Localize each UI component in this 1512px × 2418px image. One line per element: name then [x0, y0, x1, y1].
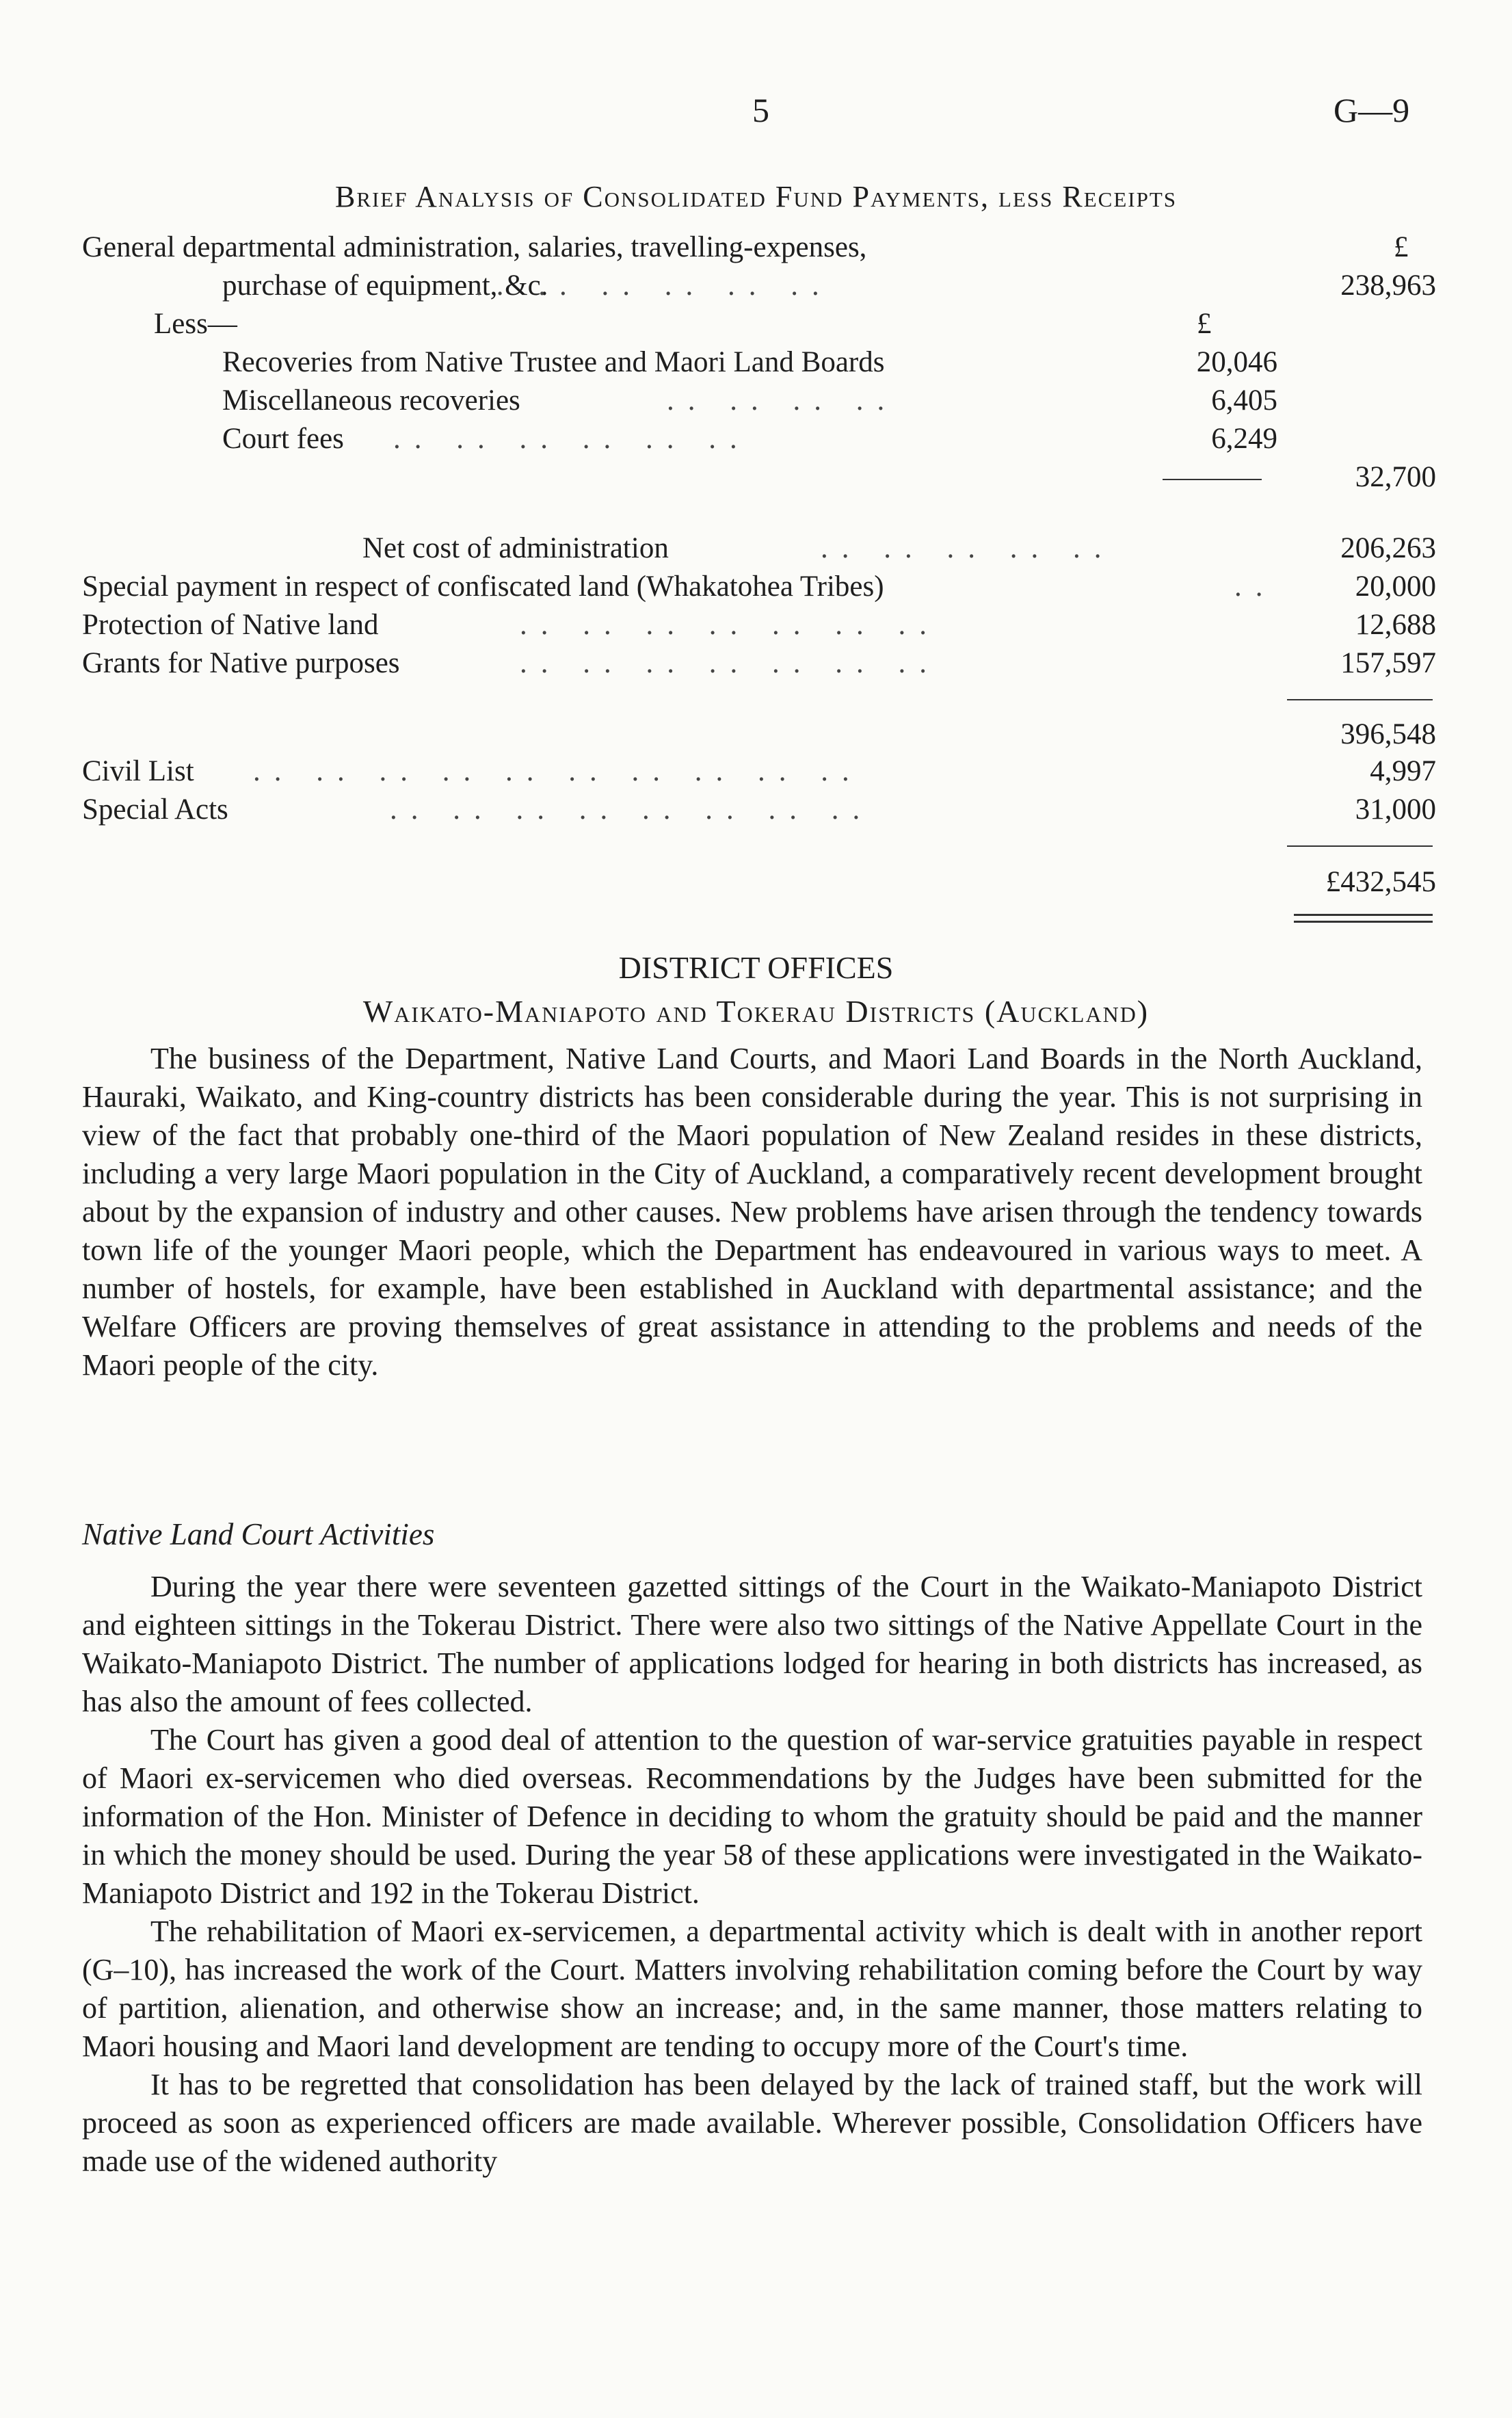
dot-leader: .. .. .. .. .. .. ..: [520, 609, 940, 641]
paragraph-text: It has to be regretted that consolidation has been delayed by the lack of trained staff, but the work will proceed as soon as experienced officers are made available. Wherever possible, Consolidation Officers have made use of the widened authority: [82, 2068, 1422, 2178]
district-paragraph: [82, 1040, 1422, 1384]
dot-leader: ..: [1234, 570, 1277, 603]
expense-amount: 157,597: [1340, 647, 1436, 679]
recoveries-total-line: [82, 458, 1436, 497]
special-acts-amount: 31,000: [1355, 793, 1436, 826]
currency-symbol-right: £: [1394, 231, 1409, 263]
net-cost-line: [82, 529, 1436, 568]
civil-list-amount: 4,997: [1370, 755, 1436, 787]
expense-label: Protection of Native land: [82, 609, 379, 641]
page-number: 5: [752, 91, 769, 129]
recovery-row: [82, 343, 1436, 382]
paragraph-text: The business of the Department, Native Land Courts, and Maori Land Boards in the North Auckland, Hauraki, Waikato, and King-country districts has been considerable during the year. This is not surprising in view of the fact that probably one-third of the Maori population of New Zealand resides in these districts, including a very large Maori population in the City of Auckland, a comparatively recent development brought about by the expansion of industry and other causes. New problems have arisen through the tendency towards town life of the younger Maori people, which the Department has endeavoured in various ways to meet. A number of hostels, for example, have been established in Auckland with departmental assistance; and the Welfare Officers are proving themselves of great assistance in attending to the problems and needs of the Maori people of the city.: [82, 1042, 1422, 1382]
special-acts-line: [82, 791, 1436, 829]
expense-amount: 12,688: [1355, 609, 1436, 641]
recovery-row: [82, 382, 1436, 420]
subtotal-rule: [1287, 699, 1433, 700]
subtotal-line: [82, 715, 1436, 754]
recovery-label: Court fees: [222, 423, 344, 455]
net-cost-label: Net cost of administration: [362, 532, 669, 564]
grand-total-line: [82, 863, 1436, 902]
paragraph-text: The rehabilitation of Maori ex-servicemen, a departmental activity which is dealt with in another report (G–10), has increased the work of the Court. Matters involving rehabilitation coming before the Court by way of partition, alienation, and otherwise show an increase; and, in the same manner, those matters relating to Maori housing and Maori land development are tending to occupy more of the Court's time.: [82, 1915, 1422, 2063]
court-activities-heading: Native Land Court Activities: [82, 1517, 435, 1551]
paragraph-text: The Court has given a good deal of attention to the question of war-service gratuities payable in respect of Maori ex-servicemen who died overseas. Recommendations by the Judges have been submitted for the information of the Hon. Minister of Defence in deciding to whom the gratuity should be paid and the manner in which the money should be used. During the year 58 of these applications were investigated in the Waikato-Maniapoto District and 192 in the Tokerau District.: [82, 1723, 1422, 1910]
expense-row: [82, 644, 1436, 683]
court-paragraphs: [82, 1568, 1422, 2181]
expense-label: Grants for Native purposes: [82, 647, 400, 679]
district-offices-heading: DISTRICT OFFICES: [618, 950, 894, 985]
dot-leader: .. .. .. .. .. ..: [475, 270, 833, 302]
recovery-amount: 20,046: [1196, 346, 1277, 378]
general-admin-line2: [82, 267, 1436, 305]
currency-symbol-middle: £: [1197, 308, 1212, 340]
grand-total-amount: £432,545: [1325, 866, 1436, 898]
district-subheading: Waikato-Maniapoto and Tokerau Districts (Auckland): [362, 994, 1150, 1029]
double-rule-bottom: [1294, 921, 1433, 923]
expense-amount: 20,000: [1355, 570, 1436, 603]
paragraph-text: During the year there were seventeen gazetted sittings of the Court in the Waikato-Maniapoto District and eighteen sittings in the Tokerau District. There were also two sittings of the Native Appellate Court in the Waikato-Maniapoto District. The number of applications lodged for hearing in both districts has increased, as has also the amount of fees collected.: [82, 1570, 1422, 1718]
dot-leader: .. .. .. .. .. .. .. .. .. ..: [253, 755, 863, 787]
dot-leader: .. .. .. .. .. .. ..: [520, 647, 940, 679]
recovery-amount: 6,405: [1211, 384, 1277, 417]
dot-leader: .. .. .. .. ..: [821, 532, 1115, 564]
less-label: Less—: [154, 308, 237, 340]
general-admin-line1: [82, 228, 1436, 267]
analysis-title: Brief Analysis of Consolidated Fund Payments, less Receipts: [335, 180, 1177, 213]
expense-row: [82, 606, 1436, 644]
civil-list-line: [82, 752, 1436, 791]
recovery-label: Miscellaneous recoveries: [222, 384, 520, 417]
recovery-label: Recoveries from Native Trustee and Maori Land Boards: [222, 346, 885, 378]
special-acts-label: Special Acts: [82, 793, 228, 826]
less-line: [82, 305, 1436, 343]
general-admin-label-1: General departmental administration, salaries, travelling-expenses,: [82, 231, 867, 263]
general-admin-amount: 238,963: [1340, 270, 1436, 302]
subtotal-rule: [1287, 845, 1433, 847]
recoveries-total: 32,700: [1355, 461, 1436, 493]
expense-label: Special payment in respect of confiscated land (Whakatohea Tribes): [82, 570, 884, 603]
expense-row: [82, 568, 1436, 606]
dot-leader: .. .. .. ..: [667, 384, 899, 417]
dot-leader: .. .. .. .. .. ..: [393, 423, 751, 455]
subtotal-amount: 396,548: [1340, 718, 1436, 750]
double-rule-top: [1294, 914, 1433, 916]
civil-list-label: Civil List: [82, 755, 194, 787]
recovery-row: [82, 420, 1436, 458]
net-cost-amount: 206,263: [1340, 532, 1436, 564]
general-admin-label-2: purchase of equipment, &c.: [222, 270, 548, 302]
recovery-amount: 6,249: [1211, 423, 1277, 455]
document-reference: G—9: [1334, 91, 1410, 129]
dot-leader: .. .. .. .. .. .. .. ..: [390, 793, 874, 826]
